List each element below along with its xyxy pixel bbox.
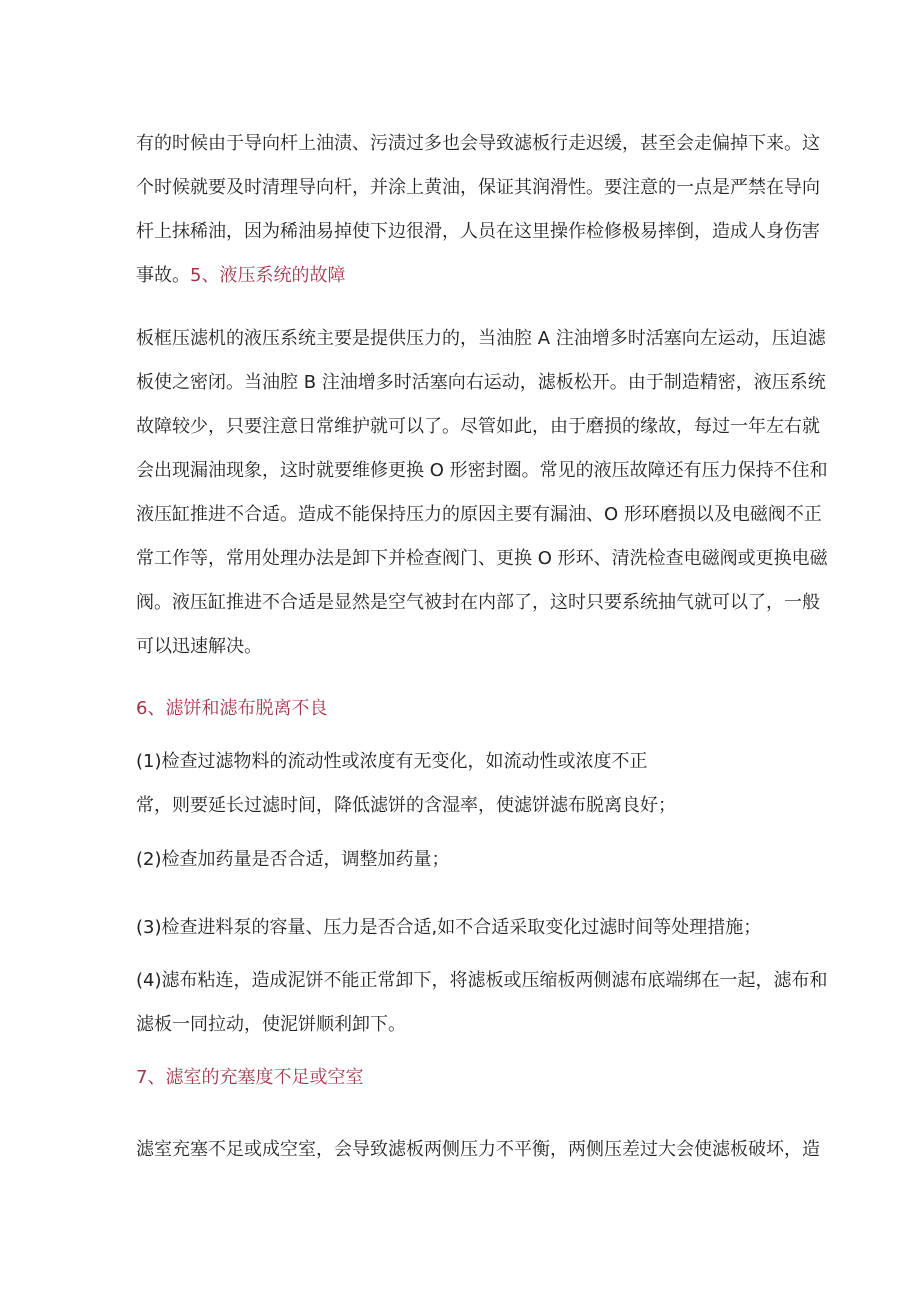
section-heading-5: 5、液压系统的故障 <box>190 265 346 286</box>
paragraph-line: 滤室充塞不足或成空室，会导致滤板两侧压力不平衡，两侧压差过大会使滤板破坏，造 <box>136 1139 820 1160</box>
list-item: (3)检查进料泵的容量、压力是否合适,如不合适采取变化过滤时间等处理措施； <box>136 917 762 938</box>
paragraph-line: 个时候就要及时清理导向杆，并涂上黄油，保证其润滑性。要注意的一点是严禁在导向 <box>136 177 820 198</box>
paragraph-line: 可以迅速解决。 <box>136 636 262 657</box>
paragraph-line: 板使之密闭。当油腔 B 注油增多时活塞向右运动，滤板松开。由于制造精密，液压系统 <box>136 372 826 393</box>
paragraph-line: 阀。液压缸推进不合适是显然是空气被封在内部了，这时只要系统抽气就可以了，一般 <box>136 592 820 613</box>
paragraph-line: 液压缸推进不合适。造成不能保持压力的原因主要有漏油、O 形环磨损以及电磁阀不正 <box>136 504 822 525</box>
list-item: (4)滤布粘连，造成泥饼不能正常卸下，将滤板或压缩板两侧滤布底端绑在一起，滤布和 <box>136 970 828 991</box>
list-item: (1)检查过滤物料的流动性或浓度有无变化，如流动性或浓度不正 <box>136 751 648 772</box>
paragraph-line: 常工作等，常用处理办法是卸下并检查阀门、更换 O 形环、清洗检查电磁阀或更换电磁 <box>136 548 828 569</box>
paragraph-line: 故障较少，只要注意日常维护就可以了。尽管如此，由于磨损的缘故，每过一年左右就 <box>136 416 820 437</box>
paragraph-line: 杆上抹稀油，因为稀油易掉使下边很滑，人员在这里操作检修极易摔倒，造成人身伤害 <box>136 221 820 242</box>
paragraph-line: 会出现漏油现象，这时就要维修更换 O 形密封圈。常见的液压故障还有压力保持不住和 <box>136 460 828 481</box>
list-item-continuation: 常，则要延长过滤时间，降低滤饼的含湿率，使滤饼滤布脱离良好； <box>136 795 676 816</box>
paragraph-text: 事故。 <box>136 265 190 286</box>
list-item-continuation: 滤板一同拉动，使泥饼顺利卸下。 <box>136 1014 406 1035</box>
section-heading-6: 6、滤饼和滤布脱离不良 <box>136 698 328 719</box>
list-item: (2)检查加药量是否合适，调整加药量； <box>136 849 450 870</box>
paragraph-line: 板框压滤机的液压系统主要是提供压力的，当油腔 A 注油增多时活塞向左运动，压迫滤 <box>136 328 826 349</box>
paragraph-line: 有的时候由于导向杆上油渍、污渍过多也会导致滤板行走迟缓，甚至会走偏掉下来。这 <box>136 133 820 154</box>
section-heading-7: 7、滤室的充塞度不足或空室 <box>136 1067 364 1088</box>
paragraph-line-with-heading <box>136 263 786 289</box>
